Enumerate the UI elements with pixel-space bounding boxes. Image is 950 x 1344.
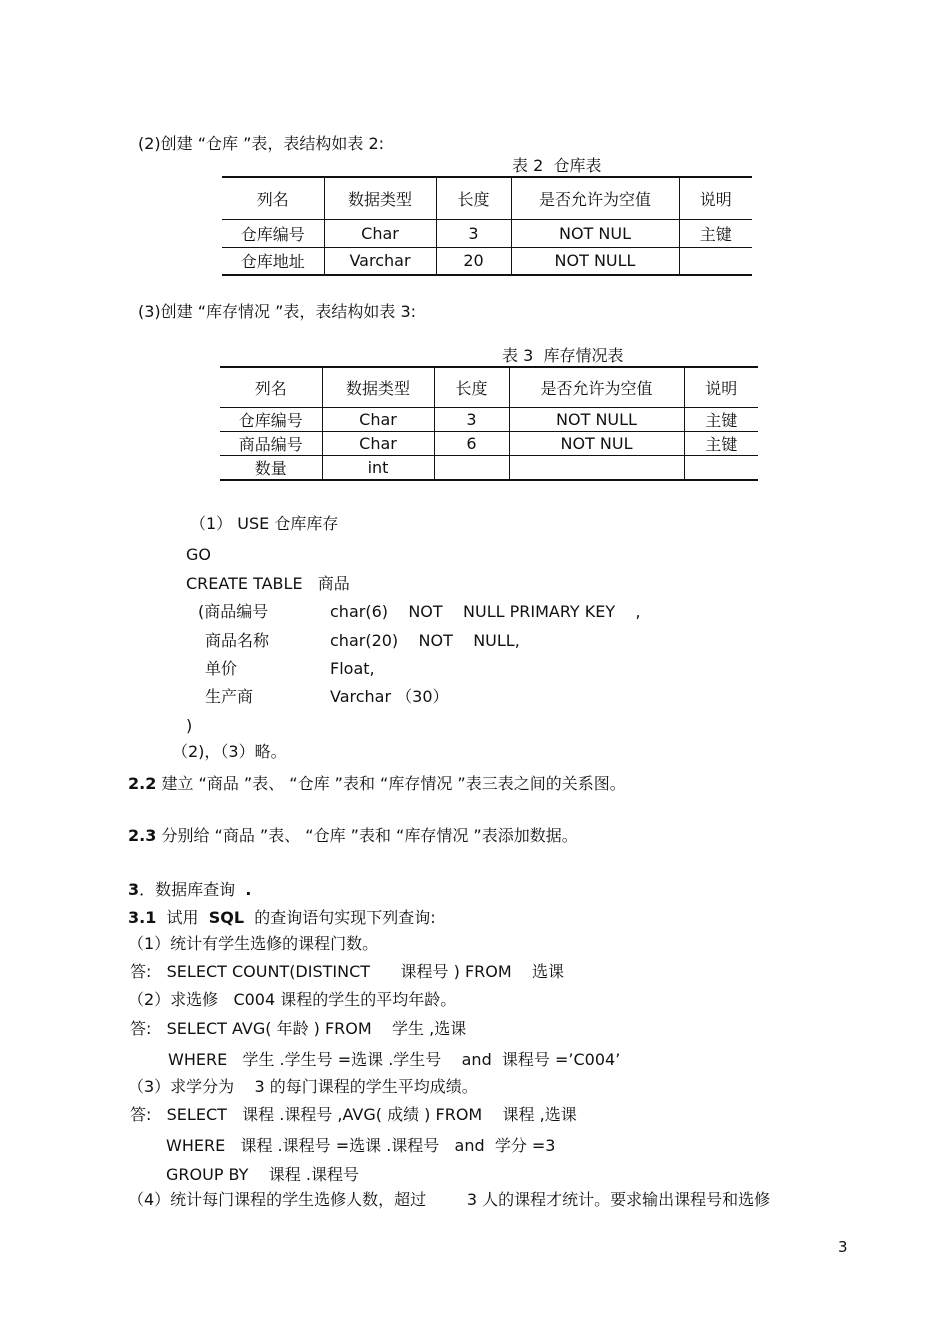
table-cell: NOT NUL	[509, 431, 684, 455]
table-cell: 仓库编号	[220, 407, 322, 431]
header-cell: 列名	[222, 177, 324, 219]
table-row	[220, 431, 758, 455]
code-omit-note: （2)，（3）略。	[172, 742, 287, 761]
section-number: 2.2	[128, 774, 157, 793]
code-col-def: Varchar （30）	[330, 687, 449, 706]
table-cell: Char	[322, 407, 434, 431]
table-cell: NOT NUL	[511, 219, 679, 247]
table-cell: 主键	[705, 434, 738, 454]
answer-3: 答: SELECT 课程 .课程号 ,AVG( 成绩 ) FROM 课程 ,选课	[130, 1105, 577, 1124]
page-number: 3	[838, 1238, 848, 1256]
header-cell: 说明	[705, 378, 738, 398]
table-cell: int	[322, 455, 434, 480]
answer-2: 答: SELECT AVG( 年龄 ) FROM 学生 ,选课	[130, 1019, 467, 1038]
table-cell: 主键	[705, 410, 738, 430]
answer-3-groupby: GROUP BY 课程 .课程号	[166, 1165, 359, 1184]
table-cell: 3	[434, 407, 509, 431]
section-number: 2.3	[128, 826, 157, 845]
table-cell: Char	[324, 219, 436, 247]
section-number: 3.1	[128, 908, 157, 927]
table-row	[220, 407, 758, 431]
code-line-use: （1） USE 仓库库存	[190, 514, 339, 533]
table-row	[220, 455, 758, 480]
table-row	[222, 219, 752, 247]
section-text: 建立 “商品 ”表、 “仓库 ”表和 “库存情况 ”表三表之间的关系图。	[161, 774, 626, 793]
table-cell: 仓库地址	[222, 247, 324, 275]
code-line-go: GO	[186, 545, 211, 564]
section-text: 分别给 “商品 ”表、 “仓库 ”表和 “库存情况 ”表添加数据。	[161, 826, 578, 845]
table-cell: Varchar	[324, 247, 436, 275]
code-col-name: 商品名称	[205, 631, 270, 650]
question-1: （1）统计有学生选修的课程门数。	[128, 934, 379, 953]
table-2-caption: 表 2 仓库表	[512, 156, 602, 175]
section-text: 试用	[166, 908, 199, 927]
code-col-name: 生产商	[205, 687, 254, 706]
table-cell	[684, 455, 758, 480]
code-col-def: char(6) NOT NULL PRIMARY KEY ,	[330, 602, 641, 621]
table-row	[222, 247, 752, 275]
question-4: （4）统计每门课程的学生选修人数，超过 3 人的课程才统计。要求输出课程号和选修	[128, 1190, 771, 1209]
table-3	[220, 366, 758, 481]
table-cell: 仓库编号	[222, 219, 324, 247]
code-col-name: 单价	[205, 659, 238, 678]
table-cell	[679, 247, 752, 275]
section-dot: .	[245, 880, 252, 899]
table-cell: Char	[322, 431, 434, 455]
code-line-create-table: CREATE TABLE 商品	[186, 574, 350, 593]
table-cell	[509, 455, 684, 480]
table-cell: 主键	[699, 224, 732, 244]
section-3-1	[128, 908, 436, 928]
code-col-name: (商品编号	[198, 602, 269, 621]
section-3	[128, 880, 251, 900]
sql-keyword: SQL	[208, 908, 245, 927]
table-cell: 6	[434, 431, 509, 455]
section-3-heading: (3)创建 “库存情况 ”表，表结构如表 3:	[138, 302, 417, 321]
table-header-row	[222, 177, 752, 219]
section-2-3	[128, 826, 578, 846]
answer-2-where: WHERE 学生 .学生号 =选课 .学生号 and 课程号 =’C004’	[168, 1050, 621, 1069]
header-cell: 列名	[220, 367, 322, 407]
header-cell: 数据类型	[324, 177, 436, 219]
table-cell: 20	[436, 247, 511, 275]
table-cell: NOT NULL	[509, 407, 684, 431]
header-cell: 是否允许为空值	[511, 177, 679, 219]
header-cell: 长度	[436, 177, 511, 219]
header-cell: 数据类型	[322, 367, 434, 407]
code-close-paren: )	[186, 716, 193, 735]
table-cell	[434, 455, 509, 480]
section-text: 的查询语句实现下列查询:	[254, 908, 436, 927]
section-2-2	[128, 774, 626, 794]
section-2-heading: (2)创建 “仓库 ”表，表结构如表 2:	[138, 134, 385, 153]
table-cell: NOT NULL	[511, 247, 679, 275]
question-2: （2）求选修 C004 课程的学生的平均年龄。	[128, 990, 457, 1009]
table-2	[222, 176, 752, 276]
question-3: （3）求学分为 3 的每门课程的学生平均成绩。	[128, 1077, 478, 1096]
section-text: ．数据库查询	[139, 880, 236, 899]
table-cell: 数量	[220, 455, 322, 480]
answer-1: 答: SELECT COUNT(DISTINCT 课程号 ) FROM 选课	[130, 962, 565, 981]
table-header-row	[220, 367, 758, 407]
section-number: 3	[128, 880, 140, 899]
code-col-def: Float,	[330, 659, 375, 678]
header-cell: 长度	[434, 367, 509, 407]
table-cell: 商品编号	[220, 431, 322, 455]
code-col-def: char(20) NOT NULL,	[330, 631, 520, 650]
header-cell: 是否允许为空值	[509, 367, 684, 407]
table-3-caption: 表 3 库存情况表	[502, 346, 624, 365]
table-cell: 3	[436, 219, 511, 247]
header-cell: 说明	[699, 189, 732, 209]
answer-3-where: WHERE 课程 .课程号 =选课 .课程号 and 学分 =3	[166, 1136, 556, 1155]
